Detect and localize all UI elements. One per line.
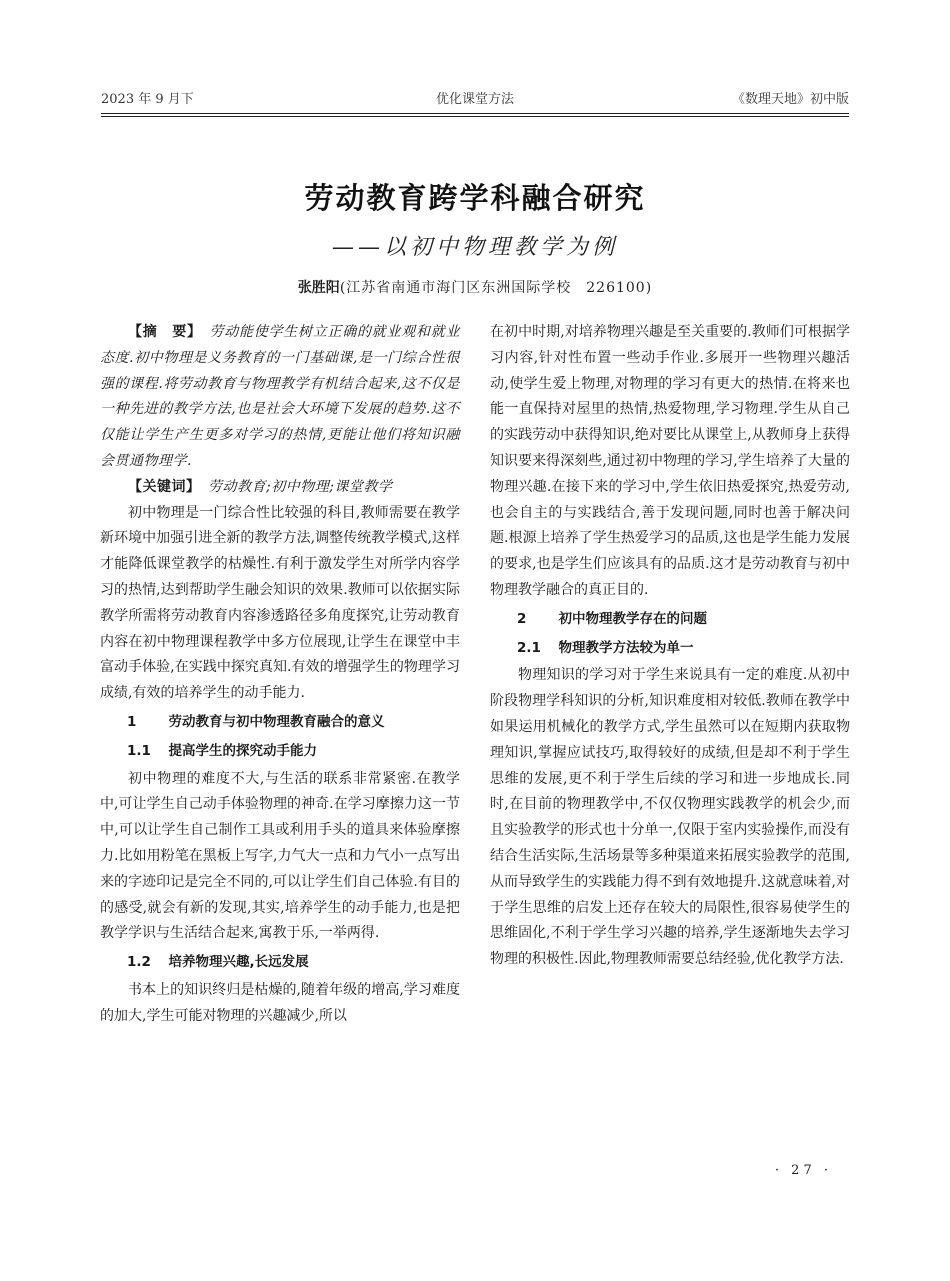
intro-paragraph: 初中物理是一门综合性比较强的科目,教师需要在教学新环境中加强引进全新的教学方法,调整传统教学模式,这样才能降低课堂教学的枯燥性.有利于激发学生对所学内容学习的热情,达到帮助学生融会知识的效果.教师可以依据实际教学所需将劳动教育内容渗透路径多角度探究,让劳动教育内容在初中物理课程教学中多方位展现,让学生在课堂中丰富动手体验,在实践中探究真知.有效的增强学生的物理学习成绩,有效的培养学生的动手能力. [100,504,460,702]
header-journal: 《数理天地》初中版 [731,92,849,107]
article-subtitle: ——以初中物理教学为例 [331,235,618,260]
section-1-1-paragraph: 初中物理的难度不大,与生活的联系非常紧密.在教学中,可让学生自己动手体验物理的神奇.在学习摩擦力这一节中,可以让学生自己制作工具或利用手头的道具来体验摩擦力.比如用粉笔在黑板上写字,力气大一点和力气小一点写出来的字迹印记是完全不同的,可以让学生们自己体验.有目的的感受,就会有新的发现,其实,培养学生的动手能力,也是把教学学识与生活结合起来,寓教于乐,一举两得. [100,770,460,942]
section-1-heading: 1 劳动教育与初中物理教育融合的意义 [127,713,385,730]
page-number: · 27 · [774,1163,832,1178]
header-rule-thick [101,113,849,114]
author-affiliation: (江苏省南通市海门区东洲国际学校 226100) [339,280,653,296]
author-line [0,277,950,297]
section-1-2-paragraph-start: 书本上的知识终归是枯燥的,随着年级的增高,学习难度的加大,学生可能对物理的兴趣减少,所以 [100,981,460,1024]
section-2-heading: 2 初中物理教学存在的问题 [517,610,707,627]
section-1-2-heading: 1.2 培养物理兴趣,长远发展 [127,954,309,971]
section-1-2-paragraph-cont: 在初中时期,对培养物理兴趣是至关重要的.教师们可根据学习内容,针对性布置一些动手作业.多展开一些物理兴趣活动,使学生爱上物理,对物理的学习有更大的热情.在将来也能一直保持对屋里的热情,热爱物理,学习物理.学生从自己的实践劳动中获得知识,绝对要比从课堂上,从教师身上获得知识要来得深刻些,通过初中物理的学习,学生培养了大量的物理兴趣.在接下来的学习中,学生依旧热爱探究,热爱劳动,也会自主的与实践结合,善于发现问题,同时也善于解决问题.根源上培养了学生热爱学习的品质,这也是学生能力发展的要求,也是学生们应该具有的品质.这才是劳动教育与初中物理教学融合的真正目的. [490,324,850,598]
abstract [100,320,460,475]
section-2-1-paragraph: 物理知识的学习对于学生来说具有一定的难度.从初中阶段物理学科知识的分析,知识难度相对较低.教师在教学中如果运用机械化的教学方式,学生虽然可以在短期内获取物理知识,掌握应试技巧,取得较好的成绩,但是却不利于学生思维的发展,更不利于学生后续的学习和进一步地成长.同时,在目前的物理教学中,不仅仅物理实践教学的机会少,而且实验教学的形式也十分单一,仅限于室内实验操作,而没有结合生活实际,生活场景等多种渠道来拓展实验教学的范围,从而导致学生的实践能力得不到有效地提升.这就意味着,对于学生思维的启发上还存在较大的局限性,很容易使学生的思维固化,不利于学生学习兴趣的培养,学生逐渐地失去学习物理的积极性.因此,物理教师需要总结经验,优化教学方法. [490,667,850,968]
header-rule-thin [101,116,849,117]
header-section: 优化课堂方法 [435,92,514,107]
article-title: 劳动教育跨学科融合研究 [304,181,646,215]
header-date: 2023 年 9 月下 [101,92,194,107]
right-column [490,320,850,973]
section-2-1-heading: 2.1 物理教学方法较为单一 [517,639,694,656]
author-name: 张胜阳 [297,280,340,296]
running-header [101,88,849,110]
abstract-label: 【摘 要】 [128,324,195,340]
keywords-label: 【关键词】 [128,478,194,495]
keywords-text: 劳动教育;初中物理;课堂教学 [208,478,393,495]
section-1-1-heading: 1.1 提高学生的探究动手能力 [127,742,317,759]
abstract-text: 劳动能使学生树立正确的就业观和就业态度.初中物理是义务教育的一门基础课,是一门综合性很强的课程.将劳动教育与物理教学有机结合起来,这不仅是一种先进的教学方法,也是社会大环境下发展的趋势.这不仅能让学生产生更多对学习的热情,更能让他们将知识融会贯通物理学. [100,324,460,469]
keywords [100,475,460,501]
left-column [100,320,460,1030]
